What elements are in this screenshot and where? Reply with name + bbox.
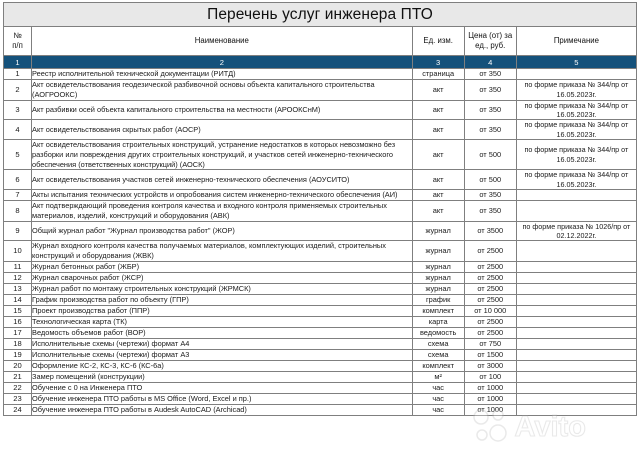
table-row <box>4 405 637 416</box>
row-unit: час <box>412 393 464 404</box>
row-unit: страница <box>412 69 464 80</box>
column-header-unit: Ед. изм. <box>412 27 464 56</box>
row-note <box>516 69 636 80</box>
table-row <box>4 371 637 382</box>
row-service-name: Акт освидетельствования скрытых работ (АОСР) <box>32 120 413 140</box>
table-row <box>4 305 637 316</box>
table-row <box>4 190 637 201</box>
row-price: от 2500 <box>464 272 516 283</box>
row-service-name: Общий журнал работ "Журнал производства работ" (ЖОР) <box>32 221 413 241</box>
column-index-3: 3 <box>412 56 464 69</box>
svg-text:Avito: Avito <box>514 411 586 443</box>
row-service-name: Акт освидетельствования геодезической разбивочной основы объекта капитального строительства (АОГРООКС) <box>32 80 413 101</box>
row-number: 3 <box>4 100 32 120</box>
row-unit: м² <box>412 371 464 382</box>
row-number: 8 <box>4 201 32 222</box>
row-service-name: Акт освидетельствования участков сетей инженерно-технического обеспечения (АОУСИТО) <box>32 170 413 190</box>
row-service-name: Исполнительные схемы (чертежи) формат А4 <box>32 338 413 349</box>
row-unit: акт <box>412 201 464 222</box>
row-number: 9 <box>4 221 32 241</box>
table-row <box>4 349 637 360</box>
table-row <box>4 283 637 294</box>
column-header-price-line1: Цена (от) за <box>468 31 513 41</box>
row-price: от 500 <box>464 170 516 190</box>
row-service-name: Оформление КС-2, КС-3, КС-6 (КС-6а) <box>32 360 413 371</box>
column-header-note: Примечание <box>516 27 636 56</box>
row-service-name: Акты испытания технических устройств и опробования систем инженерно-технического обеспечения (АИ) <box>32 190 413 201</box>
row-note <box>516 294 636 305</box>
column-index-1: 1 <box>4 56 32 69</box>
row-note <box>516 190 636 201</box>
row-note: по форме приказа № 344/пр от 16.05.2023г. <box>516 120 636 140</box>
row-price: от 350 <box>464 69 516 80</box>
row-price: от 500 <box>464 139 516 169</box>
page-title: Перечень услуг инженера ПТО <box>4 3 637 27</box>
row-number: 24 <box>4 405 32 416</box>
column-index-row <box>4 56 637 69</box>
row-note <box>516 261 636 272</box>
row-number: 10 <box>4 241 32 262</box>
row-note <box>516 349 636 360</box>
row-note: по форме приказа № 344/пр от 16.05.2023г. <box>516 170 636 190</box>
row-number: 1 <box>4 69 32 80</box>
table-row <box>4 393 637 404</box>
row-unit: график <box>412 294 464 305</box>
column-index-5: 5 <box>516 56 636 69</box>
row-number: 18 <box>4 338 32 349</box>
row-note <box>516 393 636 404</box>
row-unit: акт <box>412 170 464 190</box>
row-price: от 2500 <box>464 261 516 272</box>
row-price: от 2500 <box>464 316 516 327</box>
row-number: 13 <box>4 283 32 294</box>
table-row <box>4 272 637 283</box>
row-number: 11 <box>4 261 32 272</box>
table-row <box>4 338 637 349</box>
row-service-name: Обучение с 0 на Инженера ПТО <box>32 382 413 393</box>
row-price: от 1000 <box>464 393 516 404</box>
row-unit: журнал <box>412 261 464 272</box>
row-price: от 3500 <box>464 221 516 241</box>
row-service-name: Обучение инженера ПТО работы в MS Office (Word, Excel и пр.) <box>32 393 413 404</box>
row-unit: ведомость <box>412 327 464 338</box>
row-unit: комплект <box>412 360 464 371</box>
row-unit: карта <box>412 316 464 327</box>
row-price: от 750 <box>464 338 516 349</box>
row-price: от 1000 <box>464 382 516 393</box>
row-price: от 1500 <box>464 349 516 360</box>
row-number: 19 <box>4 349 32 360</box>
row-note <box>516 201 636 222</box>
row-price: от 2500 <box>464 327 516 338</box>
row-price: от 3000 <box>464 360 516 371</box>
row-number: 6 <box>4 170 32 190</box>
row-price: от 100 <box>464 371 516 382</box>
row-unit: журнал <box>412 283 464 294</box>
services-price-table <box>3 2 637 416</box>
row-service-name: Акт разбивки осей объекта капитального строительства на местности (АРООКСнМ) <box>32 100 413 120</box>
row-unit: акт <box>412 80 464 101</box>
table-row <box>4 170 637 190</box>
row-note <box>516 360 636 371</box>
row-unit: журнал <box>412 272 464 283</box>
table-row <box>4 294 637 305</box>
row-number: 7 <box>4 190 32 201</box>
row-unit: акт <box>412 100 464 120</box>
row-note <box>516 241 636 262</box>
row-note: по форме приказа № 1026/пр от 02.12.2022г. <box>516 221 636 241</box>
table-row <box>4 80 637 101</box>
row-price: от 350 <box>464 190 516 201</box>
table-row <box>4 241 637 262</box>
row-service-name: Акт освидетельствования строительных конструкций, устранение недостатков в которых невозможно без разборки или повреждения других строительных конструкций, и участков сетей инженерно-технического обеспечения (ответственных конструкций) (АОСК) <box>32 139 413 169</box>
row-number: 14 <box>4 294 32 305</box>
row-unit: комплект <box>412 305 464 316</box>
row-number: 17 <box>4 327 32 338</box>
column-header-price-line2: ед., руб. <box>475 41 506 50</box>
row-service-name: Проект производства работ (ППР) <box>32 305 413 316</box>
row-price: от 2500 <box>464 283 516 294</box>
row-note <box>516 272 636 283</box>
row-unit: акт <box>412 139 464 169</box>
table-row <box>4 201 637 222</box>
row-note <box>516 405 636 416</box>
row-service-name: Технологическая карта (ТК) <box>32 316 413 327</box>
table-row <box>4 327 637 338</box>
table-row <box>4 261 637 272</box>
row-service-name: Обучение инженера ПТО работы в Audesk AutoCAD (Archicad) <box>32 405 413 416</box>
row-service-name: Исполнительные схемы (чертежи) формат А3 <box>32 349 413 360</box>
table-row <box>4 360 637 371</box>
table-body <box>4 69 637 416</box>
row-unit: акт <box>412 120 464 140</box>
row-note: по форме приказа № 344/пр от 16.05.2023г. <box>516 100 636 120</box>
row-unit: журнал <box>412 241 464 262</box>
row-price: от 2500 <box>464 294 516 305</box>
row-service-name: График производства работ по объекту (ГПР) <box>32 294 413 305</box>
row-note <box>516 382 636 393</box>
row-note: по форме приказа № 344/пр от 16.05.2023г. <box>516 80 636 101</box>
row-service-name: Акт подтверждающий проведения контроля качества и входного контроля применяемых строительных материалов, изделий, конструкций и оборудования (АВК) <box>32 201 413 222</box>
row-number: 5 <box>4 139 32 169</box>
row-number: 15 <box>4 305 32 316</box>
column-header-name: Наименование <box>32 27 413 56</box>
row-note <box>516 327 636 338</box>
row-service-name: Журнал бетонных работ (ЖБР) <box>32 261 413 272</box>
column-header-number <box>4 27 32 56</box>
row-number: 12 <box>4 272 32 283</box>
row-note <box>516 338 636 349</box>
row-number: 21 <box>4 371 32 382</box>
row-unit: журнал <box>412 221 464 241</box>
row-note: по форме приказа № 344/пр от 16.05.2023г. <box>516 139 636 169</box>
column-index-4: 4 <box>464 56 516 69</box>
row-number: 23 <box>4 393 32 404</box>
table-title-row <box>4 3 637 27</box>
row-service-name: Замер помещений (конструкции) <box>32 371 413 382</box>
row-note <box>516 371 636 382</box>
row-price: от 2500 <box>464 241 516 262</box>
column-header-number-line2: п/п <box>12 41 23 50</box>
column-header-price <box>464 27 516 56</box>
row-service-name: Журнал входного контроля качества получаемых материалов, комплектующих изделий, строительных конструкций и оборудования (ЖВК) <box>32 241 413 262</box>
row-price: от 350 <box>464 201 516 222</box>
row-service-name: Реестр исполнительной технической документации (РИТД) <box>32 69 413 80</box>
row-price: от 1000 <box>464 405 516 416</box>
row-number: 16 <box>4 316 32 327</box>
column-header-number-line1: № <box>13 31 22 41</box>
row-number: 4 <box>4 120 32 140</box>
row-note <box>516 305 636 316</box>
row-unit: час <box>412 382 464 393</box>
row-price: от 350 <box>464 80 516 101</box>
row-number: 2 <box>4 80 32 101</box>
row-unit: схема <box>412 349 464 360</box>
row-note <box>516 283 636 294</box>
row-unit: схема <box>412 338 464 349</box>
table-row <box>4 139 637 169</box>
table-row <box>4 69 637 80</box>
table-row <box>4 120 637 140</box>
row-service-name: Журнал сварочных работ (ЖСР) <box>32 272 413 283</box>
table-row <box>4 382 637 393</box>
row-note <box>516 316 636 327</box>
table-header-row <box>4 27 637 56</box>
row-number: 20 <box>4 360 32 371</box>
table-row <box>4 316 637 327</box>
row-service-name: Ведомость объемов работ (ВОР) <box>32 327 413 338</box>
row-price: от 10 000 <box>464 305 516 316</box>
table-row <box>4 100 637 120</box>
row-unit: акт <box>412 190 464 201</box>
row-unit: час <box>412 405 464 416</box>
row-price: от 350 <box>464 120 516 140</box>
row-number: 22 <box>4 382 32 393</box>
row-service-name: Журнал работ по монтажу строительных конструкций (ЖРМСК) <box>32 283 413 294</box>
row-price: от 350 <box>464 100 516 120</box>
table-row <box>4 221 637 241</box>
column-index-2: 2 <box>32 56 413 69</box>
